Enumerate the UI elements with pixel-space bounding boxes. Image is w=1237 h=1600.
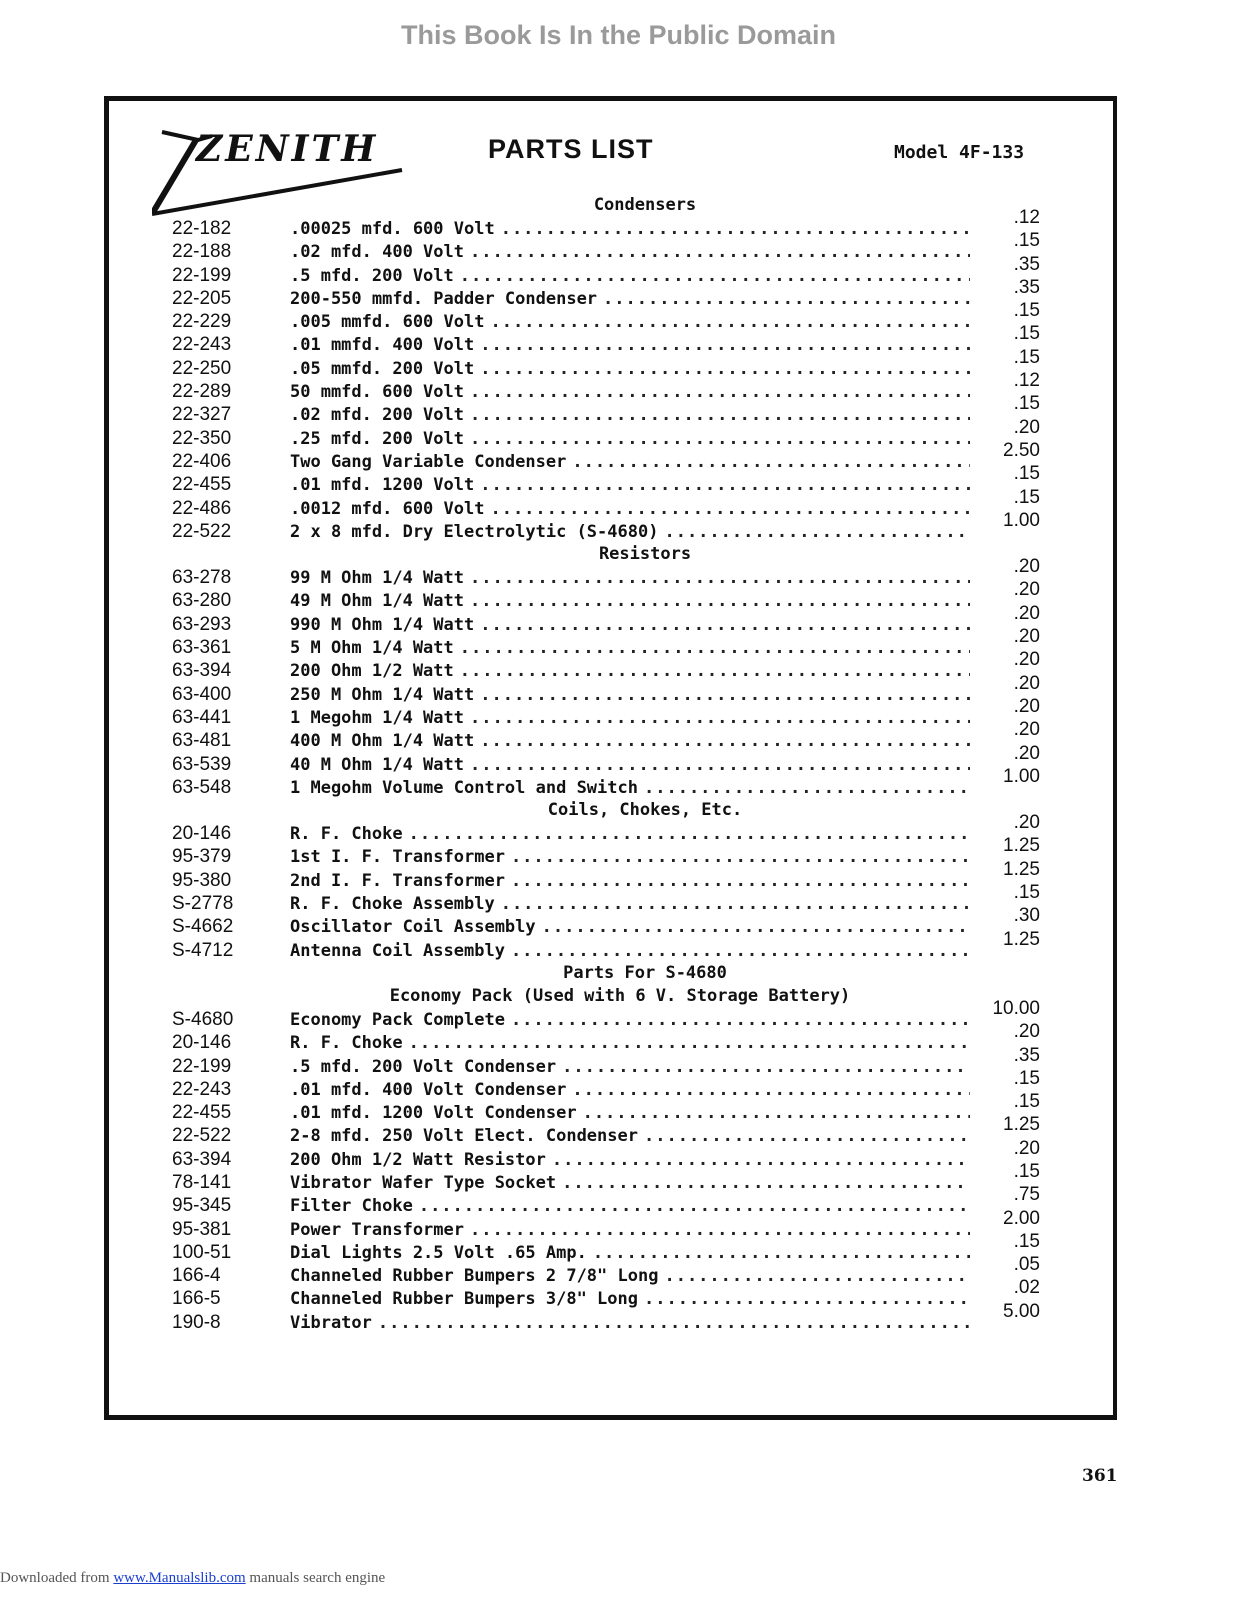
part-row: [160, 835, 1040, 868]
part-row: [160, 719, 1040, 752]
dot-leader: [490, 498, 970, 521]
model-number: Model 4F-133: [894, 142, 1025, 163]
part-row: [160, 393, 1040, 426]
part-description: .02 mfd. 400 Volt: [290, 242, 464, 263]
part-description: Channeled Rubber Bumpers 2 7/8" Long: [290, 1266, 659, 1287]
dot-leader: [470, 707, 970, 730]
part-description: Vibrator Wafer Type Socket: [290, 1172, 557, 1193]
part-description: Vibrator: [290, 1312, 372, 1333]
part-price: .20: [1013, 1021, 1040, 1043]
dot-leader: [470, 567, 970, 590]
part-description: 2-8 mfd. 250 Volt Elect. Condenser: [290, 1126, 638, 1147]
part-row: [160, 1207, 1040, 1241]
part-description: 1 Megohm Volume Control and Switch: [290, 777, 638, 798]
part-number: 63-400: [172, 683, 232, 705]
part-price: .15: [1013, 1160, 1040, 1182]
part-number: 63-548: [172, 776, 232, 798]
part-description: .0012 mfd. 600 Volt: [290, 498, 485, 519]
dot-leader: [419, 1195, 970, 1218]
part-price: .20: [1013, 1137, 1040, 1159]
part-price: .15: [1013, 230, 1040, 252]
part-number: 63-441: [172, 706, 232, 728]
dot-leader: [378, 1312, 970, 1335]
dot-leader: [470, 428, 970, 451]
part-number: 22-350: [172, 427, 232, 449]
part-description: 990 M Ohm 1/4 Watt: [290, 614, 475, 635]
part-description: 2nd I. F. Transformer: [290, 870, 505, 891]
part-description: 5 M Ohm 1/4 Watt: [290, 638, 454, 659]
part-number: 63-539: [172, 753, 232, 775]
part-price: .20: [1013, 556, 1040, 578]
part-price: 1.25: [1003, 835, 1040, 857]
dot-leader: [542, 916, 970, 939]
part-row: [160, 1230, 1040, 1264]
part-row: [160, 323, 1040, 356]
dot-leader: [409, 823, 970, 846]
dot-leader: [470, 754, 970, 777]
part-row: [160, 882, 1040, 915]
part-price: .12: [1013, 207, 1040, 228]
part-number: S-4712: [172, 939, 234, 961]
section-title: Coils, Chokes, Etc.: [547, 800, 743, 821]
part-price: 1.00: [1003, 765, 1040, 787]
part-price: .75: [1013, 1184, 1040, 1206]
part-description: Two Gang Variable Condenser: [290, 451, 567, 472]
part-number: 22-406: [172, 450, 232, 472]
dot-leader: [552, 1149, 970, 1172]
dot-leader: [409, 1032, 970, 1055]
part-number: 63-280: [172, 590, 232, 612]
part-number: 63-278: [172, 567, 232, 589]
part-row: [160, 1044, 1040, 1078]
part-row: [160, 602, 1040, 636]
part-description: 50 mmfd. 600 Volt: [290, 382, 464, 403]
dot-leader: [511, 846, 970, 869]
part-price: .20: [1013, 695, 1040, 717]
dot-leader: [583, 1102, 970, 1125]
part-price: 1.25: [1003, 1114, 1040, 1136]
part-description: .01 mmfd. 400 Volt: [290, 335, 475, 356]
part-number: S-4662: [172, 916, 234, 938]
part-description: Antenna Coil Assembly: [290, 940, 505, 961]
part-description: Power Transformer: [290, 1219, 464, 1240]
dot-leader: [490, 311, 970, 334]
dot-leader: [664, 521, 970, 544]
part-row: [160, 556, 1040, 589]
part-row: [160, 230, 1040, 263]
part-description: .25 mfd. 200 Volt: [290, 428, 464, 449]
part-row: [160, 997, 1040, 1031]
part-row: [160, 416, 1040, 450]
footer-prefix: Downloaded from: [0, 1570, 114, 1586]
part-number: 22-522: [172, 520, 232, 542]
part-number: 166-4: [172, 1265, 221, 1287]
part-description: R. F. Choke Assembly: [290, 894, 495, 915]
part-description: .00025 mfd. 600 Volt: [290, 219, 495, 239]
part-description: 1st I. F. Transformer: [290, 847, 505, 868]
part-description: Filter Choke: [290, 1196, 413, 1217]
dot-leader: [480, 730, 970, 753]
part-number: 95-345: [172, 1195, 232, 1217]
part-price: 10.00: [992, 997, 1040, 1019]
dot-leader: [644, 1288, 970, 1311]
dot-leader: [644, 1125, 970, 1148]
manualslib-link[interactable]: www.Manualslib.com: [113, 1570, 246, 1586]
part-row: [160, 928, 1040, 962]
part-row: [160, 858, 1040, 892]
part-description: 1 Megohm 1/4 Watt: [290, 707, 464, 728]
section-title: Parts For S-4680: [563, 962, 727, 983]
part-row: [160, 439, 1040, 473]
dot-leader: [593, 1242, 970, 1265]
part-row: [160, 300, 1040, 333]
part-price: .15: [1013, 346, 1040, 368]
part-price: .20: [1013, 602, 1040, 624]
part-price: .15: [1013, 882, 1040, 904]
dot-leader: [480, 334, 970, 357]
part-row: [160, 1277, 1040, 1310]
part-row: [160, 1114, 1040, 1147]
part-row: [160, 1160, 1040, 1194]
part-number: 63-481: [172, 730, 232, 752]
part-number: 22-289: [172, 381, 232, 403]
part-row: [160, 207, 1040, 240]
brand-logo-text: ZENITH: [196, 128, 379, 170]
part-row: [160, 672, 1040, 706]
part-price: .20: [1013, 649, 1040, 671]
part-price: .35: [1013, 253, 1040, 275]
dot-leader: [470, 404, 970, 427]
part-description: 40 M Ohm 1/4 Watt: [290, 754, 464, 775]
part-number: 22-243: [172, 334, 232, 356]
parts-list: [160, 194, 1040, 1334]
dot-leader: [470, 590, 970, 613]
part-number: 22-455: [172, 474, 232, 496]
part-row: [160, 1184, 1040, 1217]
dot-leader: [470, 1219, 970, 1242]
part-number: 166-5: [172, 1288, 221, 1310]
part-price: .12: [1013, 370, 1040, 392]
part-number: 22-199: [172, 264, 232, 286]
dot-leader: [480, 358, 970, 381]
part-description: .02 mfd. 200 Volt: [290, 405, 464, 426]
dot-leader: [644, 777, 970, 800]
part-description: .5 mfd. 200 Volt Condenser: [290, 1056, 557, 1077]
download-footer: [0, 1570, 385, 1587]
part-number: 95-380: [172, 869, 232, 891]
dot-leader: [501, 218, 970, 241]
part-row: [160, 486, 1040, 520]
part-number: 22-327: [172, 404, 232, 426]
part-price: .15: [1013, 463, 1040, 485]
part-number: 20-146: [172, 1032, 232, 1054]
part-description: Economy Pack Complete: [290, 1009, 505, 1030]
part-description: 200-550 mmfd. Padder Condenser: [290, 288, 598, 309]
part-price: .20: [1013, 672, 1040, 694]
part-row: [160, 1254, 1040, 1287]
dot-leader: [470, 381, 970, 404]
dot-leader: [460, 660, 970, 683]
section-subtitle: Economy Pack (Used with 6 V. Storage Battery): [389, 985, 851, 1006]
part-number: 20-146: [172, 823, 232, 845]
part-price: .05: [1013, 1254, 1040, 1276]
part-description: .05 mmfd. 200 Volt: [290, 358, 475, 379]
part-price: .20: [1013, 579, 1040, 601]
page-title: PARTS LIST: [488, 134, 654, 164]
part-price: .20: [1013, 742, 1040, 764]
part-row: [160, 695, 1040, 729]
part-row: [160, 765, 1040, 799]
dot-leader: [480, 614, 970, 637]
part-row: [160, 370, 1040, 403]
part-number: 22-243: [172, 1078, 232, 1100]
part-price: 1.25: [1003, 928, 1040, 950]
part-number: 22-188: [172, 241, 232, 263]
part-price: .02: [1013, 1277, 1040, 1299]
dot-leader: [511, 940, 970, 963]
part-description: R. F. Choke: [290, 824, 403, 845]
part-number: 95-381: [172, 1218, 232, 1240]
part-number: 22-522: [172, 1125, 232, 1147]
dot-leader: [664, 1265, 970, 1288]
dot-leader: [511, 1009, 970, 1032]
dot-leader: [572, 451, 970, 474]
dot-leader: [562, 1056, 970, 1079]
dot-leader: [501, 893, 970, 916]
part-description: .01 mfd. 400 Volt Condenser: [290, 1079, 567, 1100]
part-row: [160, 1021, 1040, 1054]
part-number: 22-455: [172, 1102, 232, 1124]
dot-leader: [562, 1172, 970, 1195]
part-price: 2.00: [1003, 1207, 1040, 1229]
part-description: R. F. Choke: [290, 1033, 403, 1054]
part-row: [160, 626, 1040, 659]
part-number: 22-205: [172, 287, 232, 309]
part-row: [160, 463, 1040, 496]
part-number: 22-486: [172, 497, 232, 519]
part-price: .20: [1013, 416, 1040, 438]
part-price: .15: [1013, 486, 1040, 508]
part-row: [160, 1067, 1040, 1101]
part-description: Dial Lights 2.5 Volt .65 Amp.: [290, 1242, 587, 1263]
part-row: [160, 579, 1040, 612]
part-price: .30: [1013, 905, 1040, 927]
part-description: .5 mfd. 200 Volt: [290, 265, 454, 286]
part-number: 100-51: [172, 1241, 232, 1263]
part-price: 2.50: [1003, 439, 1040, 461]
part-number: 63-394: [172, 660, 232, 682]
part-number: 22-182: [172, 218, 232, 239]
part-row: [160, 649, 1040, 682]
dot-leader: [470, 241, 970, 264]
dot-leader: [460, 265, 970, 288]
part-description: .005 mmfd. 600 Volt: [290, 312, 485, 333]
part-description: 200 Ohm 1/2 Watt Resistor: [290, 1149, 546, 1170]
part-description: Oscillator Coil Assembly: [290, 917, 536, 938]
part-number: 63-293: [172, 613, 232, 635]
part-number: 63-394: [172, 1148, 232, 1170]
part-number: 22-199: [172, 1055, 232, 1077]
part-price: 1.00: [1003, 509, 1040, 531]
part-row: [160, 905, 1040, 938]
part-price: .15: [1013, 1091, 1040, 1113]
part-description: 400 M Ohm 1/4 Watt: [290, 731, 475, 752]
public-domain-watermark: This Book Is In the Public Domain: [400, 20, 837, 50]
part-number: 190-8: [172, 1311, 221, 1333]
part-number: 78-141: [172, 1171, 232, 1193]
part-price: .15: [1013, 323, 1040, 345]
part-price: .20: [1013, 719, 1040, 741]
part-number: S-2778: [172, 893, 234, 915]
part-description: 200 Ohm 1/2 Watt: [290, 661, 454, 682]
part-row: [160, 276, 1040, 310]
dot-leader: [511, 870, 970, 893]
dot-leader: [572, 1079, 970, 1102]
part-description: Channeled Rubber Bumpers 3/8" Long: [290, 1289, 638, 1310]
part-row: [160, 1300, 1040, 1334]
page-number: 361: [1082, 1466, 1118, 1486]
part-price: .15: [1013, 393, 1040, 415]
part-description: 99 M Ohm 1/4 Watt: [290, 568, 464, 589]
section-title: Condensers: [593, 195, 697, 215]
part-row: [160, 509, 1040, 543]
part-number: 22-229: [172, 311, 232, 333]
part-price: .20: [1013, 626, 1040, 648]
part-price: .15: [1013, 300, 1040, 322]
part-number: S-4680: [172, 1008, 234, 1030]
part-price: .15: [1013, 1067, 1040, 1089]
part-row: [160, 1091, 1040, 1124]
part-description: .01 mfd. 1200 Volt: [290, 475, 475, 496]
dot-leader: [460, 637, 970, 660]
part-number: 22-250: [172, 357, 232, 379]
part-description: 250 M Ohm 1/4 Watt: [290, 684, 475, 705]
part-price: 1.25: [1003, 858, 1040, 880]
part-price: .20: [1013, 812, 1040, 834]
part-row: [160, 1137, 1040, 1171]
part-row: [160, 253, 1040, 287]
dot-leader: [480, 684, 970, 707]
dot-leader: [480, 474, 970, 497]
part-price: 5.00: [1003, 1300, 1040, 1322]
footer-suffix: manuals search engine: [245, 1570, 386, 1586]
part-row: [160, 346, 1040, 380]
part-description: .01 mfd. 1200 Volt Condenser: [290, 1103, 577, 1124]
part-number: 95-379: [172, 846, 232, 868]
part-price: .35: [1013, 1044, 1040, 1066]
part-row: [160, 812, 1040, 845]
part-price: .35: [1013, 276, 1040, 298]
part-row: [160, 742, 1040, 776]
dot-leader: [603, 288, 970, 311]
part-price: .15: [1013, 1230, 1040, 1252]
part-description: 49 M Ohm 1/4 Watt: [290, 591, 464, 612]
section-title: Resistors: [598, 544, 692, 565]
part-number: 63-361: [172, 637, 232, 659]
part-description: 2 x 8 mfd. Dry Electrolytic (S-4680): [290, 521, 659, 542]
